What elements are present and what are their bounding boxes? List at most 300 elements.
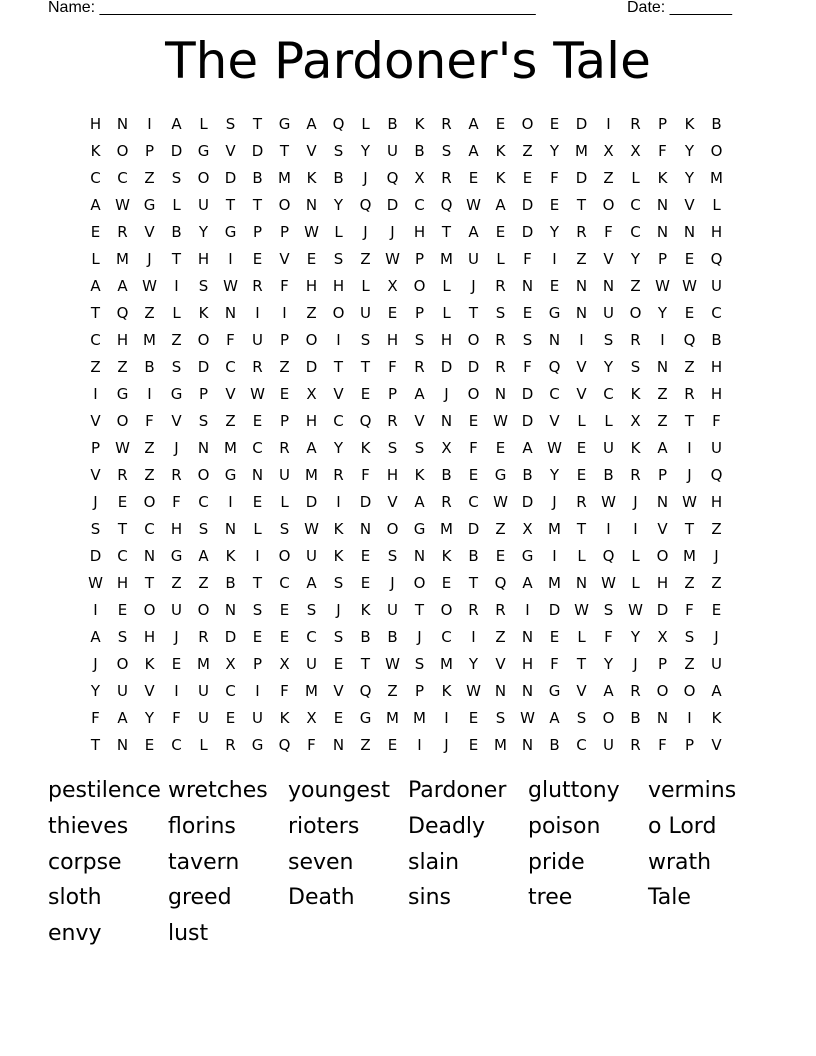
grid-letter: T: [117, 520, 128, 538]
grid-letter: I: [552, 250, 557, 268]
grid-letter: Y: [630, 250, 641, 268]
grid-letter: S: [333, 628, 344, 646]
grid-letter: M: [305, 466, 318, 484]
grid-letter: T: [576, 196, 587, 214]
grid-letter: N: [602, 277, 615, 295]
grid-row: [82, 222, 730, 249]
grid-letter: L: [91, 250, 100, 268]
grid-letter: Z: [90, 358, 101, 376]
grid-letter: A: [468, 223, 479, 241]
grid-letter: T: [684, 412, 695, 430]
grid-letter: U: [603, 439, 614, 457]
grid-letter: F: [91, 709, 100, 727]
grid-letter: A: [414, 493, 425, 511]
grid-letter: M: [116, 250, 129, 268]
grid-letter: D: [548, 601, 561, 619]
grid-letter: I: [606, 520, 611, 538]
grid-row: [82, 141, 730, 168]
grid-letter: R: [414, 358, 425, 376]
grid-letter: D: [575, 169, 588, 187]
grid-letter: I: [606, 115, 611, 133]
grid-letter: F: [550, 655, 559, 673]
grid-letter: R: [576, 493, 587, 511]
grid-letter: I: [255, 547, 260, 565]
grid-letter: R: [387, 412, 398, 430]
grid-letter: Q: [359, 196, 372, 214]
grid-letter: A: [198, 547, 209, 565]
grid-letter: P: [414, 304, 425, 322]
grid-letter: R: [117, 466, 128, 484]
grid-letter: V: [333, 682, 344, 700]
grid-letter: F: [685, 601, 694, 619]
grid-letter: W: [601, 574, 616, 592]
grid-letter: H: [170, 520, 183, 538]
grid-row: [82, 492, 730, 519]
grid-letter: C: [711, 304, 722, 322]
grid-letter: U: [603, 736, 614, 754]
grid-letter: T: [225, 196, 236, 214]
grid-letter: V: [144, 682, 155, 700]
grid-letter: T: [144, 574, 155, 592]
grid-letter: W: [304, 223, 319, 241]
grid-letter: C: [90, 169, 101, 187]
grid-letter: P: [279, 412, 290, 430]
grid-letter: B: [252, 169, 263, 187]
grid-letter: A: [306, 439, 317, 457]
grid-letter: K: [630, 439, 641, 457]
grid-letter: J: [552, 493, 557, 511]
grid-letter: V: [90, 466, 101, 484]
grid-letter: U: [252, 709, 263, 727]
grid-letter: U: [711, 655, 722, 673]
grid-letter: Z: [144, 466, 155, 484]
grid-letter: T: [468, 574, 479, 592]
grid-letter: I: [336, 331, 341, 349]
grid-letter: K: [441, 682, 452, 700]
grid-letter: U: [198, 682, 209, 700]
grid-letter: P: [90, 439, 101, 457]
grid-letter: Z: [279, 358, 290, 376]
date-field-label: Date: _______: [627, 0, 732, 16]
grid-letter: N: [116, 736, 129, 754]
grid-letter: P: [144, 142, 155, 160]
grid-letter: S: [198, 277, 209, 295]
grid-letter: K: [414, 115, 425, 133]
grid-letter: I: [255, 682, 260, 700]
grid-letter: L: [442, 304, 451, 322]
grid-letter: J: [93, 655, 98, 673]
grid-letter: O: [116, 142, 129, 160]
grid-letter: S: [495, 304, 506, 322]
grid-letter: L: [631, 169, 640, 187]
grid-letter: D: [197, 358, 210, 376]
word-list-item: o Lord: [648, 813, 717, 839]
grid-letter: W: [466, 682, 481, 700]
grid-letter: N: [521, 736, 534, 754]
grid-letter: M: [278, 169, 291, 187]
name-field-label: Name: _________________________________________________: [48, 0, 536, 16]
grid-letter: V: [684, 196, 695, 214]
grid-letter: W: [115, 439, 130, 457]
grid-letter: H: [116, 574, 129, 592]
grid-letter: O: [197, 169, 210, 187]
grid-letter: J: [390, 574, 395, 592]
grid-letter: P: [657, 655, 668, 673]
grid-letter: N: [575, 277, 588, 295]
word-list-item: pride: [528, 849, 585, 875]
grid-letter: V: [306, 142, 317, 160]
grid-letter: U: [252, 331, 263, 349]
grid-row: [82, 357, 730, 384]
grid-letter: A: [306, 574, 317, 592]
grid-letter: Z: [144, 169, 155, 187]
grid-letter: R: [117, 223, 128, 241]
grid-letter: E: [576, 439, 587, 457]
grid-letter: N: [305, 196, 318, 214]
grid-letter: G: [143, 196, 156, 214]
grid-letter: N: [494, 385, 507, 403]
grid-letter: W: [655, 277, 670, 295]
grid-letter: E: [279, 385, 290, 403]
grid-letter: Y: [684, 169, 695, 187]
grid-letter: F: [172, 709, 181, 727]
grid-letter: L: [172, 196, 181, 214]
grid-letter: I: [147, 385, 152, 403]
grid-letter: H: [305, 277, 318, 295]
grid-letter: T: [90, 736, 101, 754]
grid-letter: W: [601, 493, 616, 511]
grid-letter: Q: [278, 736, 291, 754]
word-list-item: florins: [168, 813, 236, 839]
header: [48, 0, 748, 20]
letter-grid: [82, 114, 730, 762]
grid-letter: S: [171, 358, 182, 376]
grid-letter: C: [630, 196, 641, 214]
grid-letter: E: [522, 169, 533, 187]
grid-letter: Z: [144, 439, 155, 457]
grid-letter: E: [576, 466, 587, 484]
grid-letter: D: [521, 196, 534, 214]
grid-letter: I: [336, 493, 341, 511]
grid-letter: I: [471, 628, 476, 646]
grid-letter: O: [602, 709, 615, 727]
word-list-item: vermins: [648, 778, 737, 803]
grid-letter: L: [631, 574, 640, 592]
grid-letter: J: [633, 655, 638, 673]
grid-letter: A: [414, 385, 425, 403]
grid-letter: C: [171, 736, 182, 754]
grid-letter: N: [224, 601, 237, 619]
word-list-item: rioters: [288, 813, 360, 839]
grid-letter: N: [143, 547, 156, 565]
grid-letter: B: [522, 466, 533, 484]
grid-letter: J: [471, 277, 476, 295]
grid-letter: R: [252, 277, 263, 295]
grid-letter: S: [198, 412, 209, 430]
grid-letter: S: [603, 331, 614, 349]
grid-letter: K: [360, 439, 371, 457]
grid-letter: M: [386, 709, 399, 727]
grid-letter: R: [252, 358, 263, 376]
grid-letter: Z: [657, 412, 668, 430]
grid-letter: W: [115, 196, 130, 214]
grid-letter: U: [711, 439, 722, 457]
grid-letter: W: [385, 250, 400, 268]
grid-letter: J: [93, 493, 98, 511]
grid-letter: E: [549, 196, 560, 214]
grid-letter: V: [711, 736, 722, 754]
grid-letter: N: [440, 412, 453, 430]
grid-letter: H: [305, 412, 318, 430]
grid-letter: H: [710, 493, 723, 511]
grid-letter: N: [656, 358, 669, 376]
grid-letter: F: [658, 736, 667, 754]
grid-letter: I: [687, 439, 692, 457]
grid-letter: L: [334, 223, 343, 241]
grid-letter: V: [549, 412, 560, 430]
grid-letter: W: [628, 601, 643, 619]
grid-letter: P: [279, 331, 290, 349]
grid-letter: U: [603, 304, 614, 322]
grid-letter: A: [657, 439, 668, 457]
grid-letter: X: [630, 142, 641, 160]
grid-letter: E: [252, 412, 263, 430]
grid-letter: N: [575, 574, 588, 592]
grid-letter: S: [441, 142, 452, 160]
word-list-item: slain: [408, 849, 460, 875]
grid-letter: G: [413, 520, 426, 538]
grid-row: [82, 654, 730, 681]
grid-letter: J: [363, 223, 368, 241]
grid-letter: T: [279, 142, 290, 160]
grid-letter: C: [576, 736, 587, 754]
grid-letter: I: [633, 520, 638, 538]
grid-letter: E: [684, 250, 695, 268]
grid-letter: J: [336, 601, 341, 619]
grid-letter: N: [197, 439, 210, 457]
grid-letter: A: [171, 115, 182, 133]
grid-letter: S: [90, 520, 101, 538]
grid-letter: B: [468, 547, 479, 565]
word-list-item: envy: [48, 921, 102, 946]
grid-letter: I: [282, 304, 287, 322]
grid-letter: E: [549, 628, 560, 646]
grid-row: [82, 519, 730, 546]
grid-letter: U: [387, 601, 398, 619]
grid-letter: Y: [549, 142, 560, 160]
grid-letter: G: [251, 736, 264, 754]
grid-letter: N: [521, 628, 534, 646]
grid-letter: D: [521, 412, 534, 430]
grid-letter: E: [225, 709, 236, 727]
grid-letter: S: [171, 169, 182, 187]
word-list: [48, 778, 768, 957]
grid-row: [82, 303, 730, 330]
grid-letter: C: [333, 412, 344, 430]
grid-letter: O: [710, 142, 723, 160]
grid-letter: G: [548, 304, 561, 322]
grid-letter: N: [116, 115, 129, 133]
grid-letter: K: [225, 547, 236, 565]
grid-letter: S: [225, 115, 236, 133]
grid-letter: F: [469, 439, 478, 457]
grid-letter: B: [360, 628, 371, 646]
grid-letter: I: [228, 250, 233, 268]
grid-letter: R: [171, 466, 182, 484]
grid-letter: R: [630, 466, 641, 484]
grid-letter: S: [306, 601, 317, 619]
grid-letter: M: [440, 655, 453, 673]
grid-letter: X: [279, 655, 290, 673]
word-list-item: gluttony: [528, 778, 620, 803]
grid-letter: E: [468, 736, 479, 754]
grid-letter: F: [523, 250, 532, 268]
grid-letter: L: [199, 115, 208, 133]
grid-letter: U: [387, 142, 398, 160]
grid-letter: T: [576, 655, 587, 673]
grid-letter: E: [441, 574, 452, 592]
grid-letter: B: [711, 115, 722, 133]
grid-letter: T: [414, 601, 425, 619]
word-list-item: corpse: [48, 849, 122, 875]
grid-letter: N: [656, 223, 669, 241]
grid-letter: Z: [522, 142, 533, 160]
grid-letter: A: [117, 709, 128, 727]
grid-letter: T: [360, 655, 371, 673]
grid-letter: Y: [333, 439, 344, 457]
grid-letter: N: [575, 304, 588, 322]
grid-letter: K: [414, 466, 425, 484]
grid-letter: C: [279, 574, 290, 592]
grid-letter: R: [441, 169, 452, 187]
grid-letter: E: [360, 385, 371, 403]
grid-letter: E: [711, 601, 722, 619]
grid-letter: D: [521, 385, 534, 403]
grid-letter: V: [603, 250, 614, 268]
grid-letter: I: [255, 304, 260, 322]
grid-letter: W: [547, 439, 562, 457]
grid-letter: V: [225, 385, 236, 403]
grid-letter: U: [711, 277, 722, 295]
grid-letter: S: [414, 439, 425, 457]
grid-letter: H: [521, 655, 534, 673]
grid-letter: O: [116, 412, 129, 430]
grid-letter: Y: [360, 142, 371, 160]
grid-letter: H: [197, 250, 210, 268]
grid-letter: M: [224, 439, 237, 457]
grid-letter: O: [413, 574, 426, 592]
grid-letter: V: [576, 358, 587, 376]
grid-letter: X: [630, 412, 641, 430]
grid-letter: A: [603, 682, 614, 700]
grid-letter: R: [630, 115, 641, 133]
grid-letter: O: [116, 655, 129, 673]
grid-letter: R: [684, 385, 695, 403]
word-list-item: wrath: [648, 849, 712, 875]
grid-letter: L: [442, 277, 451, 295]
grid-row: [82, 573, 730, 600]
grid-letter: D: [440, 358, 453, 376]
grid-letter: P: [198, 385, 209, 403]
grid-letter: Q: [548, 358, 561, 376]
grid-letter: W: [304, 520, 319, 538]
grid-letter: H: [440, 331, 453, 349]
grid-letter: O: [278, 547, 291, 565]
grid-letter: W: [466, 196, 481, 214]
word-list-item: seven: [288, 849, 354, 875]
grid-letter: S: [252, 601, 263, 619]
grid-letter: Y: [468, 655, 479, 673]
grid-row: [82, 168, 730, 195]
grid-letter: G: [548, 682, 561, 700]
grid-letter: S: [576, 709, 587, 727]
grid-letter: Z: [576, 250, 587, 268]
grid-letter: X: [603, 142, 614, 160]
grid-letter: I: [552, 547, 557, 565]
grid-letter: L: [496, 250, 505, 268]
grid-row: [82, 546, 730, 573]
grid-letter: Y: [630, 628, 641, 646]
grid-letter: E: [360, 547, 371, 565]
grid-letter: D: [359, 493, 372, 511]
grid-letter: S: [630, 358, 641, 376]
grid-letter: B: [144, 358, 155, 376]
grid-letter: F: [226, 331, 235, 349]
grid-letter: R: [495, 358, 506, 376]
word-list-item: Death: [288, 885, 355, 911]
grid-letter: E: [549, 277, 560, 295]
grid-letter: I: [93, 601, 98, 619]
grid-letter: V: [414, 412, 425, 430]
grid-letter: Y: [144, 709, 155, 727]
word-list-item: tree: [528, 885, 573, 911]
grid-letter: B: [630, 709, 641, 727]
grid-letter: B: [441, 466, 452, 484]
grid-letter: N: [656, 493, 669, 511]
grid-letter: X: [657, 628, 668, 646]
grid-letter: O: [413, 277, 426, 295]
grid-row: [82, 600, 730, 627]
grid-letter: D: [467, 520, 480, 538]
grid-letter: Z: [495, 628, 506, 646]
grid-row: [82, 276, 730, 303]
grid-row: [82, 681, 730, 708]
grid-letter: S: [603, 601, 614, 619]
grid-letter: P: [414, 250, 425, 268]
grid-row: [82, 195, 730, 222]
grid-letter: Z: [198, 574, 209, 592]
grid-letter: I: [687, 709, 692, 727]
grid-letter: T: [576, 520, 587, 538]
grid-letter: T: [252, 196, 263, 214]
grid-letter: U: [360, 304, 371, 322]
grid-letter: T: [441, 223, 452, 241]
grid-letter: G: [521, 547, 534, 565]
grid-letter: Q: [359, 682, 372, 700]
grid-letter: T: [360, 358, 371, 376]
grid-letter: R: [468, 601, 479, 619]
grid-letter: M: [575, 142, 588, 160]
grid-letter: C: [144, 520, 155, 538]
grid-letter: W: [574, 601, 589, 619]
grid-letter: O: [197, 466, 210, 484]
grid-letter: Z: [360, 736, 371, 754]
grid-letter: M: [548, 520, 561, 538]
grid-letter: O: [656, 547, 669, 565]
grid-letter: L: [280, 493, 289, 511]
grid-letter: O: [305, 331, 318, 349]
grid-letter: G: [170, 385, 183, 403]
